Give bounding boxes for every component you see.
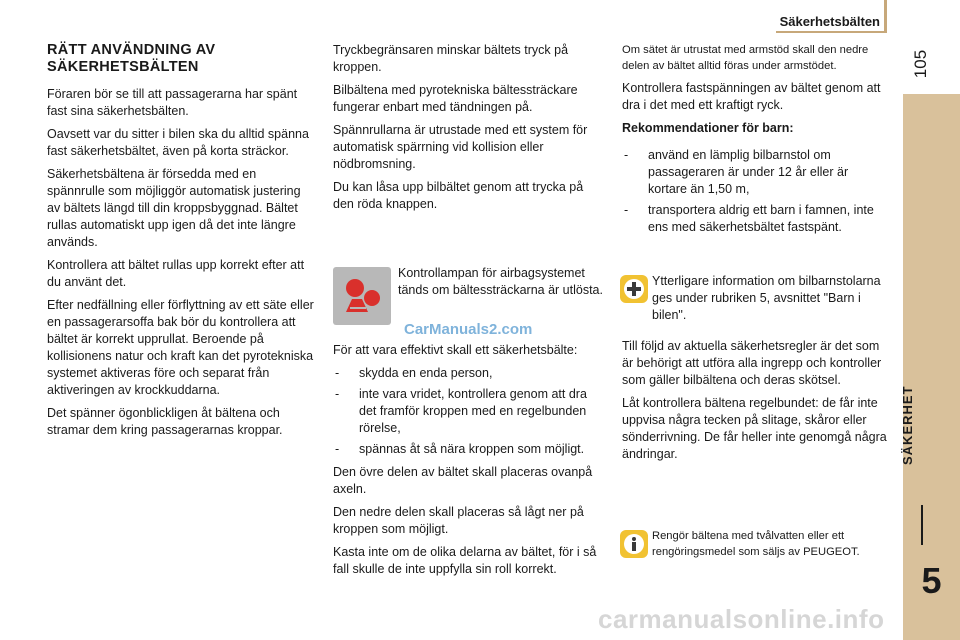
warning-lamp-note (398, 265, 606, 305)
children-list (622, 147, 890, 236)
column-right-top (622, 42, 890, 242)
page-number: 105 (911, 49, 930, 79)
list-item: - använd en lämplig bilbarnstol om passageraren är under 12 år eller är kortare än 1,50 m, (622, 147, 890, 198)
section-title: Säkerhetsbälten (779, 14, 880, 29)
paragraph: Bilbältena med pyrotekniska bältessträckare fungerar enbart med tändningen på. (333, 83, 578, 114)
watermark-bottom: carmanualsonline.info (598, 604, 885, 634)
paragraph: Spännrullarna är utrustade med ett system för automatisk spärrning vid kollision eller nödbromsning. (333, 123, 588, 171)
paragraph: Kontrollera fastspänningen av bältet genom att dra i det med ett kraftigt ryck. (622, 81, 881, 112)
paragraph: Tryckbegränsaren minskar bältets tryck på kroppen. (333, 43, 569, 74)
watermark-top: CarManuals2.com (404, 321, 533, 338)
effective-intro: För att vara effektivt skall ett säkerhetsbälte: (333, 343, 578, 357)
list-item: - spännas åt så nära kroppen som möjligt. (333, 441, 605, 458)
list-item: - transportera aldrig ett barn i famnen, inte ens med säkerhetsbältet fastspänt. (622, 202, 890, 236)
column-left (47, 42, 315, 445)
warning-lamp-text: Kontrollampan för airbagsystemet tänds om bältessträckarna är utlösta. (398, 266, 603, 297)
chapter-tab-line (921, 505, 923, 545)
armrest-note: Om sätet är utrustat med armstöd skall den nedre delen av bältet alltid föras under armstödet. (622, 44, 869, 72)
paragraph: Det spänner ögonblickligen åt bältena och stramar dem kring passagerarnas kroppar. (47, 406, 283, 437)
chapter-tab-label: SÄKERHET (900, 385, 915, 465)
plus-note-text: Ytterligare information om bilbarnstolarna ges under rubriken 5, avsnittet "Barn i bilen". (652, 274, 881, 322)
paragraph: Kasta inte om de olika delarna av bältet, för i så fall skulle de inte uppfylla sin roll korrekt. (333, 545, 597, 576)
paragraph: Oavsett var du sitter i bilen ska du alltid spänna fast säkerhetsbältet, även på korta sträckor. (47, 127, 309, 158)
info-icon (620, 530, 648, 558)
column-middle-bottom (333, 342, 605, 584)
info-note-text: Rengör bältena med tvålvatten eller ett rengöringsmedel som säljs av PEUGEOT. (652, 530, 860, 558)
paragraph: Föraren bör se till att passagerarna har spänt fast sina säkerhetsbälten. (47, 87, 298, 118)
paragraph: Låt kontrollera bältena regelbundet: de får inte uppvisa några tecken på slitage, skåror eller sönderrivning. De får heller inte genomgå några ändringar. (622, 396, 887, 461)
header-tick (884, 0, 887, 33)
plus-icon (620, 275, 648, 303)
list-item: - skydda en enda person, (333, 365, 605, 382)
paragraph: Efter nedfällning eller förflyttning av ett säte eller en passagerarsoffa bak bör du kontrollera att bältet är korrekt upprullat. Beroende på kollisionens natur och kraft kan det pyrotekniska systemet aktiveras före och separat från aktiveringen av krockkuddarna. (47, 298, 314, 397)
chapter-number: 5 (921, 560, 942, 601)
page-heading: RÄTT ANVÄNDNING AV SÄKERHETSBÄLTEN (47, 42, 216, 75)
paragraph: Den nedre delen skall placeras så lågt ner på kroppen som möjligt. (333, 505, 584, 536)
paragraph: Du kan låsa upp bilbältet genom att trycka på den röda knappen. (333, 180, 584, 211)
paragraph: Den övre delen av bältet skall placeras ovanpå axeln. (333, 465, 593, 496)
paragraph: Säkerhetsbältena är försedda med en spännrulle som möjliggör automatisk justering av bältets längd till din kroppsbyggnad. Bältet rullas automatiskt upp igen då det inte längre används. (47, 167, 301, 249)
effective-list (333, 365, 605, 458)
plus-note (652, 273, 888, 330)
paragraph: Till följd av aktuella säkerhetsregler är det som är behörigt att utföra alla ingrepp och kontroller som gäller bilbältena och deras skötsel. (622, 339, 882, 387)
header-rule (776, 31, 884, 33)
info-note (652, 528, 892, 566)
column-right-bottom (622, 338, 890, 469)
paragraph: Kontrollera att bältet rullas upp korrekt efter att du använt det. (47, 258, 305, 289)
column-middle-top (333, 42, 605, 219)
list-item: - inte vara vridet, kontrollera genom att dra det framför kroppen med en regelbunden rörelse, (333, 386, 605, 437)
children-heading: Rekommendationer för barn: (622, 121, 794, 135)
airbag-warning-icon (333, 267, 391, 325)
